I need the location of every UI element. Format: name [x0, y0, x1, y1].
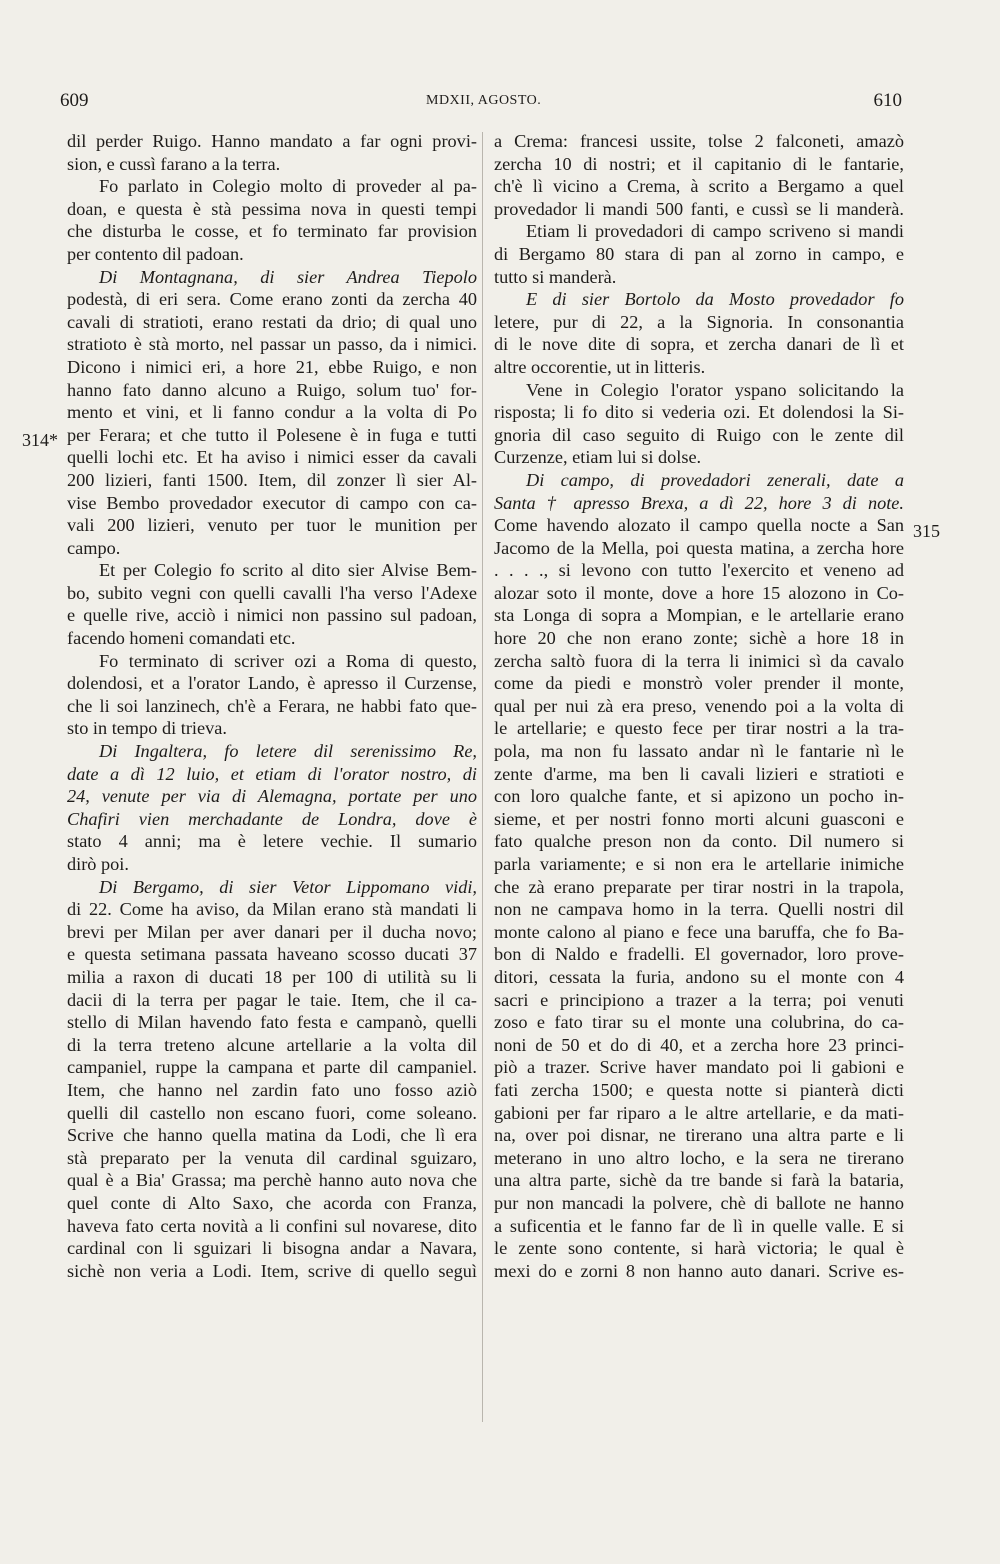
- text-line: Curzenze, etiam lui si dolse.: [494, 447, 702, 468]
- text-line: gabioni per far riparo a le altre artellarie, e da mati-: [494, 1102, 904, 1123]
- text-line: pola, ma non fu lassato andar nì le fantarie nì le: [494, 741, 904, 762]
- text-line: zente d'arme, ma ben li cavali lizieri e stratioti e: [494, 763, 904, 784]
- text-line: brevi per Milan per aver danari per il ducha novo;: [67, 921, 477, 942]
- text-line: come da piedi e monstrò voler prender il monte,: [494, 673, 904, 694]
- text-line: con loro qualche fante, et si apizono un pocho in-: [494, 786, 904, 807]
- text-line: meterano in uno altro locho, e la sera ne tirerano: [494, 1147, 904, 1168]
- left-page-number: 609: [60, 90, 89, 111]
- text-line: Scrive che hanno quella matina da Lodi, che lì era: [67, 1125, 477, 1146]
- text-line: E di sier Bortolo da Mosto provedador fo: [526, 289, 904, 310]
- text-line: podestà, di eri sera. Come erano zonti da zercha 40: [67, 289, 477, 310]
- margin-note-left: 314*: [22, 430, 58, 450]
- text-line: vise Bembo provedador executor di campo con ca-: [67, 492, 477, 513]
- right-page-number: 610: [873, 90, 902, 111]
- text-line: che disturba le cosse, et fo terminato far provision: [67, 221, 477, 242]
- text-line: zoso e fato tirar su el monte una colubrina, do ca-: [494, 1012, 904, 1033]
- text-line: e quelle rive, acciò i nimici non passino sul padoan,: [67, 605, 477, 626]
- text-line: hanno fato danno alcuno a Ruigo, solum tuo' for-: [67, 379, 477, 400]
- text-line: bon di Naldo e fradelli. El governador, loro prove-: [494, 944, 904, 965]
- text-line: sichè non veria a Lodi. Item, scrive di quello seguì: [67, 1260, 477, 1281]
- text-line: zercha 10 di nostri; et il capitanio di le fantarie,: [494, 153, 904, 174]
- text-line: 200 lizieri, fanti 1500. Item, dil zonzer lì sier Al-: [67, 469, 477, 490]
- running-head: [58, 90, 904, 120]
- text-line: stato 4 anni; ma è letere vechie. Il sumario: [67, 831, 477, 852]
- text-line: . . . ., si levono con tutto l'exercito et veneno ad: [494, 560, 904, 581]
- text-line: stratioto è stà morto, nel passar un passo, da i nimici.: [67, 334, 477, 355]
- text-line: le artellarie; e questo fece per tirar nostri a la tra-: [494, 718, 904, 739]
- text-line: ch'è lì vicino a Crema, à scrito a Bergamo a quel: [494, 176, 904, 197]
- text-line: doan, e questa è stà pessima nova in questi tempi: [67, 198, 477, 219]
- text-line: facendo homeni comandati etc.: [67, 628, 296, 649]
- text-line: fati zercha 1500; e questa notte si pianterà dicti: [494, 1079, 904, 1100]
- text-line: noni de 50 et do di 40, et a zercha hore 23 princi-: [494, 1034, 904, 1055]
- text-line: hore 20 che non erano zonte; sichè a hore 18 in: [494, 628, 904, 649]
- text-line: non ne campava homo in la terra. Quelli nostri dil: [494, 899, 904, 920]
- text-line: letere, pur di 22, a la Signoria. In consonantia: [494, 311, 904, 332]
- text-line: qual è a Bia' Grassa; ma perchè hanno auto nova che: [67, 1170, 477, 1191]
- text-line: sion, e cussì farano a la terra.: [67, 153, 281, 174]
- text-line: zercha saltò fuora di la terra li inimici sì da cavalo: [494, 650, 904, 671]
- text-line: Item, che hanno nel zardin fato uno fosso aziò: [67, 1079, 477, 1100]
- text-line: cavali di stratioti, erano restati da drio; di qual uno: [67, 311, 477, 332]
- text-line: parla variamente; e si non era le artellarie inimiche: [494, 854, 904, 874]
- text-line: Santa † apresso Brexa, a dì 22, hore 3 di note.: [494, 492, 904, 513]
- text-line: stello di Milan havendo fato festa e campanò, quelli: [67, 1012, 477, 1033]
- text-line: sacri e principiono a trazer a la terra; poi venuti: [494, 989, 904, 1010]
- text-line: Come havendo alozato il campo quella nocte a San: [494, 515, 904, 536]
- text-line: piò a trazer. Scrive haver mandato poi li gabioni e: [494, 1057, 904, 1078]
- text-line: vali 200 lizieri, venuto per tuor le munition per: [67, 515, 477, 536]
- text-line: stà preparato per la venuta dil cardinal sguizaro,: [67, 1147, 477, 1168]
- text-line: le zente sono contente, si harà victoria; le qual è: [494, 1238, 904, 1259]
- right-column: [494, 130, 904, 1282]
- text-line: Fo terminato di scriver ozi a Roma di questo,: [99, 650, 477, 671]
- text-line: per Ferara; et che tutto il Polesene è in fuga e tutti: [67, 424, 477, 445]
- text-line: quelli dil castello non escano fuori, come soleano.: [67, 1102, 477, 1123]
- text-line: milia a raxon di ducati 18 per 100 di utilità su li: [67, 966, 477, 987]
- text-line: a Crema: francesi ussite, tolse 2 falconeti, amazò: [494, 131, 904, 151]
- text-line: haveva fato certa novità a li confini sul novarese, dito: [67, 1215, 477, 1236]
- text-line: di la terra treteno alcune artellarie a la volta dil: [67, 1034, 477, 1055]
- text-line: risposta; li fo dito si vederia ozi. Et dolendosi la Si-: [494, 402, 904, 423]
- text-line: dirò poi.: [67, 854, 129, 874]
- text-line: Fo parlato in Colegio molto di proveder al pa-: [99, 176, 477, 197]
- text-line: a suficentia et le fanno far de lì in quelle valle. E si: [494, 1215, 904, 1236]
- text-line: che li soi lanzinech, ch'è a Ferara, ne habbi fato que-: [67, 695, 477, 716]
- text-line: gnoria dil caso seguito di Ruigo con le zente dil: [494, 424, 904, 445]
- text-line: Etiam li provedadori di campo scriveno si mandi: [526, 221, 904, 242]
- text-line: sta Longa di sopra a Mompian, e le artellarie erano: [494, 605, 904, 626]
- text-line: monte calono al piano e fece una baruffa, che fo Ba-: [494, 921, 904, 942]
- margin-note-right: 315: [913, 521, 940, 541]
- text-line: campo.: [67, 537, 121, 558]
- text-line: sieme, et per nostri fonno morti alcuni guasconi e: [494, 808, 904, 829]
- text-line: na, over poi disnar, ne tirerano una altra parte e li: [494, 1125, 904, 1146]
- text-line: di Bergamo 80 stara di pan al zorno in campo, e: [494, 243, 904, 264]
- text-line: dolendosi, et a l'orator Lando, è apresso il Curzense,: [67, 673, 477, 694]
- text-line: dacii di la terra per pagar le taie. Item, che il ca-: [67, 989, 477, 1010]
- text-line: Vene in Colegio l'orator yspano solicitando la: [526, 379, 904, 400]
- text-line: campaniel, ruppe la campana et parte dil campaniel.: [67, 1057, 477, 1078]
- text-line: per contento dil padoan.: [67, 243, 244, 264]
- text-line: bo, subito vegni con quelli cavalli l'ha verso l'Adexe: [67, 582, 477, 603]
- text-line: Et per Colegio fo scrito al dito sier Alvise Bem-: [99, 560, 477, 581]
- text-line: Jacomo de la Mella, poi questa matina, a zercha hore: [494, 537, 904, 558]
- text-line: pur non mancadi la polvere, chè di ballote ne hanno: [494, 1192, 904, 1213]
- text-line: 24, venute per via di Alemagna, portate per uno: [67, 786, 477, 807]
- text-line: Di Montagnana, di sier Andrea Tiepolo: [99, 266, 477, 287]
- text-line: quelli lochi etc. Et ha aviso i nimici esser da cavali: [67, 447, 477, 468]
- text-line: alozar soto il monte, dove a hore 15 alozono in Co-: [494, 582, 904, 603]
- text-line: di le nove dite di sopra, et zercha danari de lì et: [494, 334, 904, 355]
- text-line: fato qualche preson non da conto. Dil numero si: [494, 831, 904, 852]
- text-line: cardinal con li sguizari li bisogna andar a Navara,: [67, 1238, 477, 1259]
- text-line: quel conte di Alto Saxo, che acorda con Franza,: [67, 1192, 477, 1213]
- text-line: provedador li mandi 500 fanti, e cussì se li manderà.: [494, 198, 904, 219]
- column-divider: [482, 132, 483, 1422]
- text-line: che zà erano preparate per tirar nostri in la trapola,: [494, 876, 904, 897]
- text-line: tutto si manderà.: [494, 266, 617, 287]
- text-line: mento et vini, et li fanno condur a la volta di Po: [67, 402, 477, 423]
- text-line: Dicono i nimici eri, a hore 21, ebbe Ruigo, e non: [67, 356, 477, 377]
- text-line: Di Bergamo, di sier Vetor Lippomano vidi,: [99, 876, 477, 897]
- text-line: qual per nui zà era preso, venendo poi a la volta di: [494, 695, 904, 716]
- left-column: [67, 130, 477, 1282]
- text-line: Di Ingaltera, fo letere dil serenissimo Re,: [99, 741, 477, 762]
- text-line: ditori, cessata la furia, andono su el monte con 4: [494, 966, 904, 987]
- text-line: di 22. Come ha aviso, da Milan erano stà mandati li: [67, 899, 477, 920]
- text-line: date a dì 12 luio, et etiam di l'orator nostro, di: [67, 763, 477, 784]
- text-line: e questa setimana passata haveano scosso ducati 37: [67, 944, 477, 965]
- text-line: Chafiri vien merchadante de Londra, dove è: [67, 808, 477, 829]
- running-title: MDXII, AGOSTO.: [426, 93, 542, 108]
- text-line: sto in tempo di trieva.: [67, 718, 227, 739]
- text-line: Di campo, di provedadori zenerali, date a: [526, 469, 904, 490]
- text-line: mexi do e zorni 8 non hanno auto danari. Scrive es-: [494, 1260, 904, 1281]
- text-line: altre occorentie, ut in litteris.: [494, 356, 706, 377]
- text-line: dil perder Ruigo. Hanno mandato a far ogni provi-: [67, 131, 477, 151]
- text-line: una altra parte, sichè da tre bande si farà la bataria,: [494, 1170, 904, 1191]
